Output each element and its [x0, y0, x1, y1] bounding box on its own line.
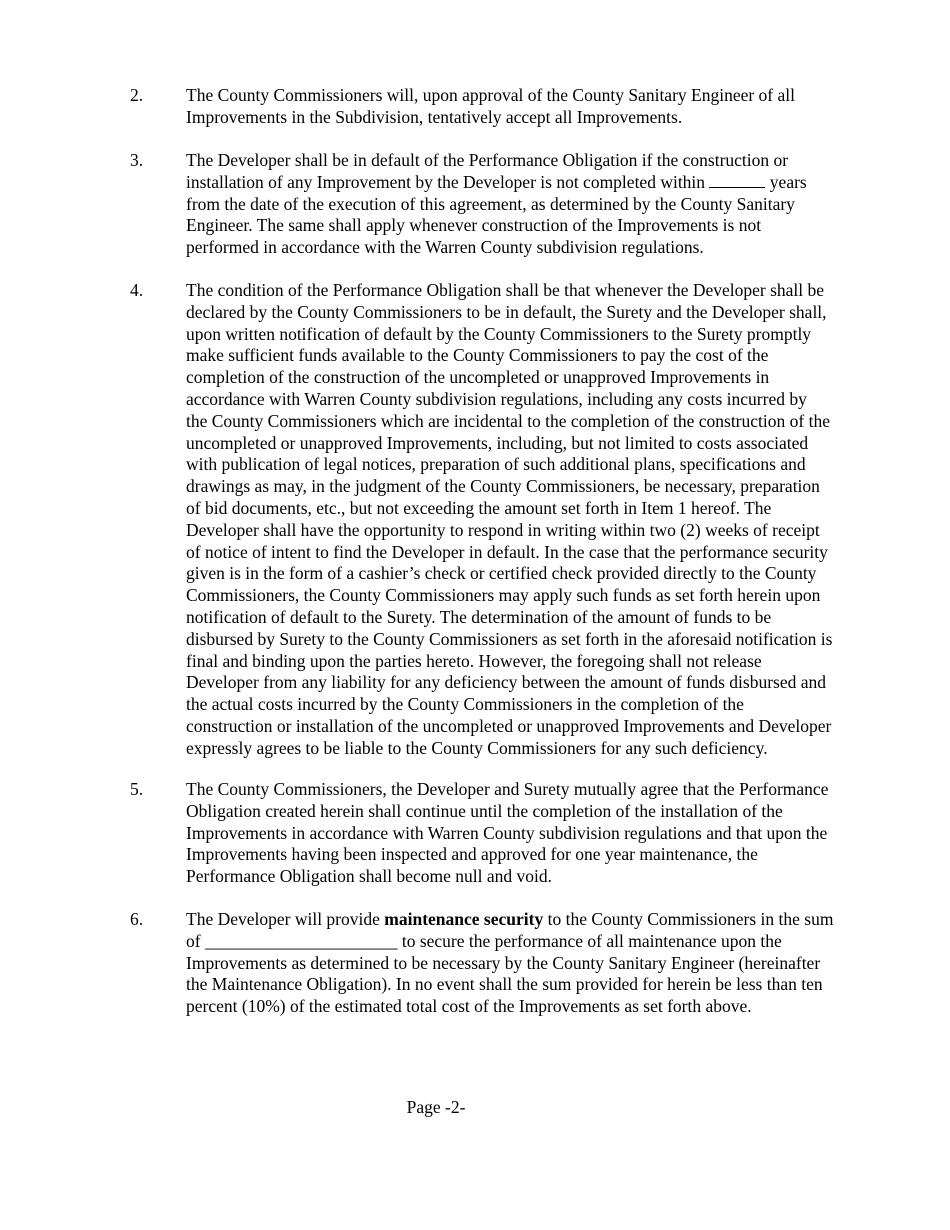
clause-number: 4. — [130, 280, 144, 300]
text-segment: years — [769, 171, 807, 192]
text-line: The County Commissioners, the Developer and Surety mutually agree that the Performance — [186, 779, 829, 799]
text-line: Improvements in the Subdivision, tentatively accept all Improvements. — [186, 106, 683, 127]
text-line: of notice of intent to find the Developer in default. In the case that the performance security — [186, 541, 828, 562]
clause-text — [186, 150, 880, 259]
text-line: the Maintenance Obligation). In no event shall the sum provided for herein be less than ten — [186, 974, 823, 995]
text-line: with publication of legal notices, preparation of such additional plans, specifications and — [186, 454, 806, 475]
clause-4 — [130, 280, 880, 760]
text-line: disbursed by Surety to the County Commissioners as set forth in the aforesaid notification is — [186, 628, 833, 649]
text-line: final and binding upon the parties hereto. However, the foregoing shall not release — [186, 650, 762, 671]
text-line: expressly agrees to be liable to the County Commissioners for any such deficiency. — [186, 737, 768, 758]
clause-number: 2. — [130, 85, 144, 105]
text-line: make sufficient funds available to the County Commissioners to pay the cost of the — [186, 345, 769, 366]
text-line: the actual costs incurred by the County Commissioners in the completion of the — [186, 694, 744, 715]
text-line: accordance with Warren County subdivision regulations, including any costs incurred by — [186, 388, 807, 409]
text-line: from the date of the execution of this agreement, as determined by the County Sanitary — [186, 193, 795, 214]
text-segment: installation of any Improvement by the Developer is not completed within — [186, 171, 706, 192]
clause-3 — [130, 150, 880, 259]
text-segment: The Developer will provide — [186, 909, 380, 929]
clause-number: 5. — [130, 779, 144, 799]
text-segment: to the County Commissioners in the sum — [547, 909, 834, 929]
years-blank-line — [709, 173, 765, 188]
text-line: of bid documents, etc., but not exceeding the amount set forth in Item 1 hereof. The — [186, 497, 772, 518]
text-line: uncompleted or unapproved Improvements, including, but not limited to costs associated — [186, 432, 809, 453]
text-line: Performance Obligation shall become null and void. — [186, 866, 552, 887]
text-line: completion of the construction of the uncompleted or unapproved Improvements in — [186, 367, 770, 388]
clause-number: 6. — [130, 909, 144, 929]
clause-text — [186, 85, 880, 129]
text-line: Developer from any liability for any deficiency between the amount of funds disbursed and — [186, 672, 827, 693]
text-line: The County Commissioners will, upon approval of the County Sanitary Engineer of all — [186, 85, 796, 105]
text-line: construction or installation of the uncompleted or unapproved Improvements and Developer — [186, 715, 832, 736]
text-line: of ______________________ to secure the performance of all maintenance upon the — [186, 930, 782, 951]
text-line-with-blank — [186, 172, 880, 194]
clause-2 — [130, 85, 880, 129]
text-line: percent (10%) of the estimated total cost of the Improvements as set forth above. — [186, 996, 752, 1017]
text-line: Improvements in accordance with Warren County subdivision regulations and that upon the — [186, 822, 828, 843]
bold-term: maintenance security — [384, 909, 544, 929]
text-line: Developer shall have the opportunity to respond in writing within two (2) weeks of receipt — [186, 519, 820, 540]
text-line: performed in accordance with the Warren County subdivision regulations. — [186, 237, 704, 258]
text-line: The Developer shall be in default of the Performance Obligation if the construction or — [186, 150, 789, 170]
text-line: Improvements as determined to be necessary by the County Sanitary Engineer (hereinafter — [186, 952, 821, 973]
text-line: Obligation created herein shall continue until the completion of the installation of the — [186, 800, 783, 821]
text-line: drawings as may, in the judgment of the County Commissioners, be necessary, preparation — [186, 476, 820, 497]
text-line: The condition of the Performance Obligation shall be that whenever the Developer shall be — [186, 280, 825, 300]
text-line: the County Commissioners which are incidental to the completion of the construction of the — [186, 410, 830, 431]
clause-text — [186, 280, 880, 760]
clause-text — [186, 779, 880, 888]
text-line-with-bold — [186, 909, 880, 931]
text-line: Commissioners, the County Commissioners may apply such funds as set forth herein upon — [186, 585, 821, 606]
text-line: upon written notification of default by the County Commissioners to the Surety promptly — [186, 323, 812, 344]
text-line: Engineer. The same shall apply whenever construction of the Improvements is not — [186, 215, 762, 236]
page-number: Page -2- — [406, 1097, 466, 1117]
text-line: Improvements having been inspected and approved for one year maintenance, the — [186, 844, 758, 865]
clause-6 — [130, 909, 880, 1018]
text-line: declared by the County Commissioners to be in default, the Surety and the Developer shall, — [186, 301, 827, 322]
clause-text — [186, 909, 880, 1018]
text-line: given is in the form of a cashier’s check or certified check provided directly to the County — [186, 563, 817, 584]
text-line: notification of default to the Surety. The determination of the amount of funds to be — [186, 606, 772, 627]
clause-5 — [130, 779, 880, 888]
clause-number: 3. — [130, 150, 144, 170]
